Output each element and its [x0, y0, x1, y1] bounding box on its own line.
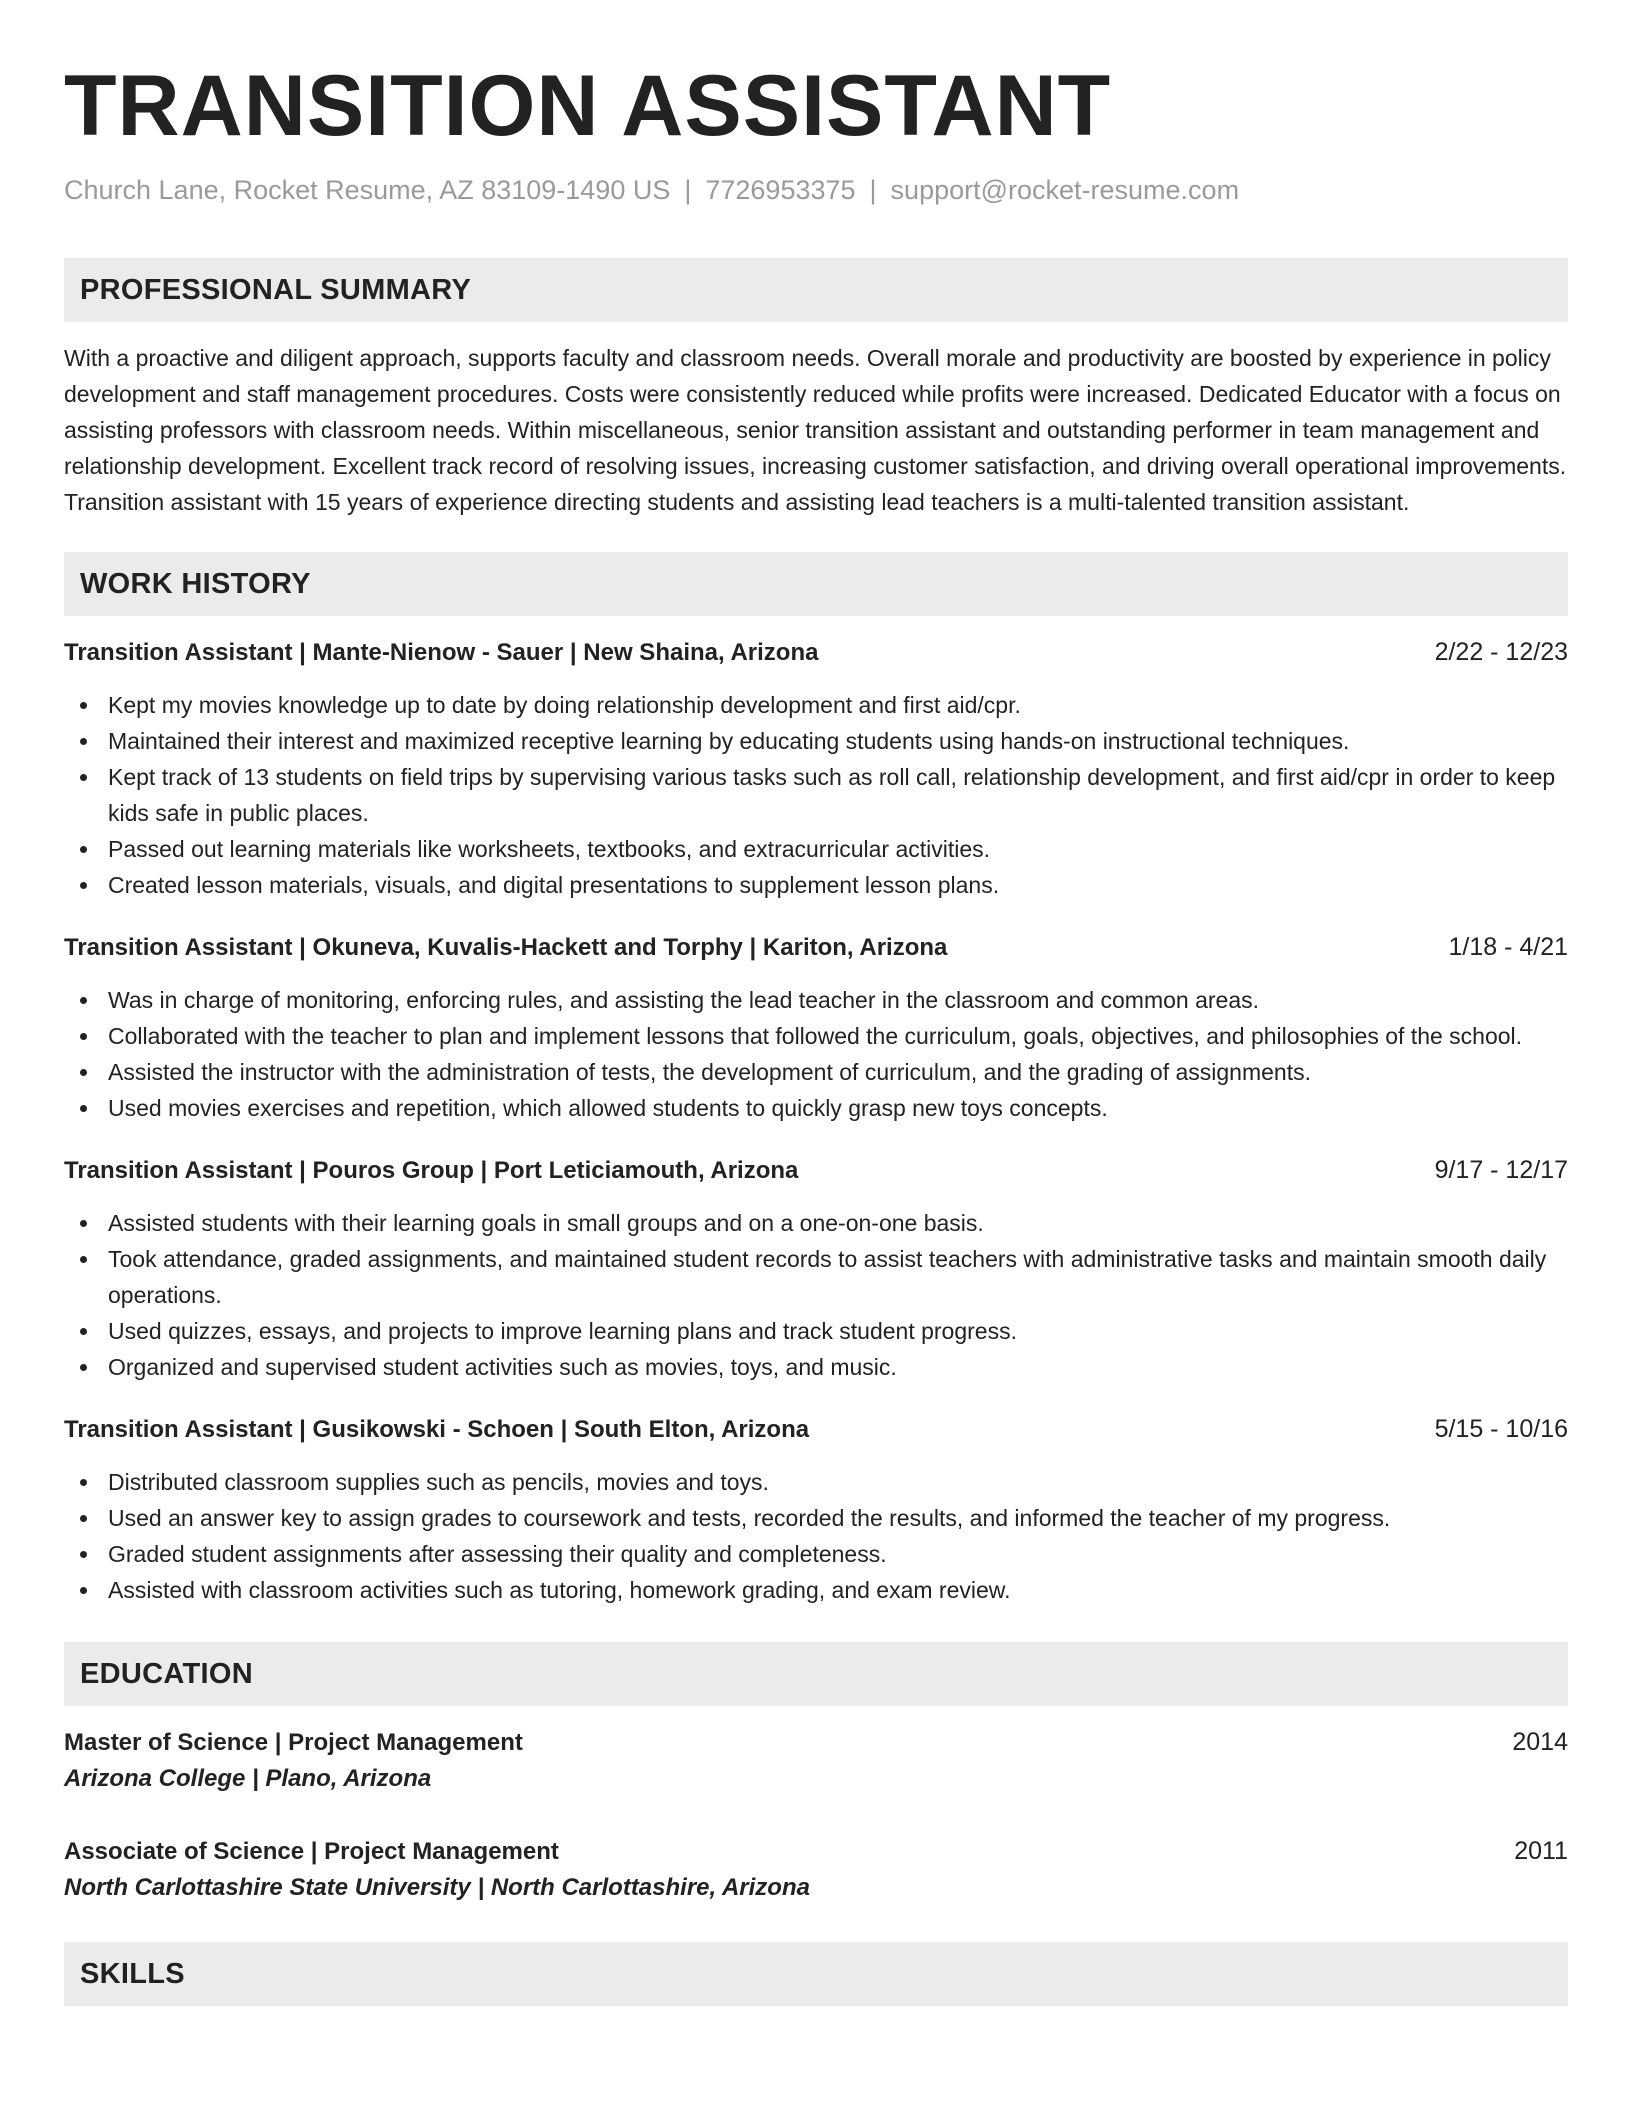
- education-header: [64, 1724, 1568, 1761]
- bullet-item: Created lesson materials, visuals, and digital presentations to supplement lesson plans.: [64, 867, 1568, 903]
- job-header: [64, 1411, 1568, 1448]
- bullet-item: Kept track of 13 students on field trips by supervising various tasks such as roll call, relationship development, and first aid/cpr in order to keep kids safe in public places.: [64, 759, 1568, 831]
- job-title: Transition Assistant | Gusikowski - Schoen | South Elton, Arizona: [64, 1416, 810, 1443]
- job-entry: [64, 634, 1568, 903]
- bullet-item: Maintained their interest and maximized receptive learning by educating students using hands-on instructional techniques.: [64, 723, 1568, 759]
- bullet-item: Graded student assignments after assessing their quality and completeness.: [64, 1536, 1568, 1572]
- section-heading-summary: PROFESSIONAL SUMMARY: [64, 258, 1568, 322]
- contact-phone: 7726953375: [705, 175, 856, 205]
- education-entry: [64, 1833, 1568, 1906]
- job-title: Transition Assistant | Mante-Nienow - Sauer | New Shaina, Arizona: [64, 639, 819, 666]
- education-school: North Carlottashire State University | North Carlottashire, Arizona: [64, 1874, 810, 1901]
- bullet-item: Used quizzes, essays, and projects to improve learning plans and track student progress.: [64, 1313, 1568, 1349]
- bullet-item: Organized and supervised student activities such as movies, toys, and music.: [64, 1349, 1568, 1385]
- job-bullets: [64, 687, 1568, 903]
- bullet-item: Kept my movies knowledge up to date by doing relationship development and first aid/cpr.: [64, 687, 1568, 723]
- bullet-item: Collaborated with the teacher to plan and implement lessons that followed the curriculum, goals, objectives, and philosophies of the school.: [64, 1018, 1568, 1054]
- job-header: [64, 1152, 1568, 1189]
- section-heading-work-history: WORK HISTORY: [64, 552, 1568, 616]
- summary-paragraph: With a proactive and diligent approach, supports faculty and classroom needs. Overall morale and productivity are boosted by experience in policy development and staff management procedures. Costs were consistently reduced while profits were increased. Dedicated Educator with a focus on assisting professors with classroom needs. Within miscellaneous, senior transition assistant and outstanding performer in team management and relationship development. Excellent track record of resolving issues, increasing customer satisfaction, and driving overall operational improvements. Transition assistant with 15 years of experience directing students and assisting lead teachers is a multi-talented transition assistant.: [64, 345, 1567, 515]
- contact-address: Church Lane, Rocket Resume, AZ 83109-1490 US: [64, 175, 671, 205]
- job-title: Transition Assistant | Okuneva, Kuvalis-Hackett and Torphy | Kariton, Arizona: [64, 934, 948, 961]
- job-bullets: [64, 1464, 1568, 1608]
- education-entry: [64, 1724, 1568, 1797]
- section-heading-education: EDUCATION: [64, 1642, 1568, 1706]
- job-bullets: [64, 1205, 1568, 1385]
- bullet-item: Distributed classroom supplies such as pencils, movies and toys.: [64, 1464, 1568, 1500]
- job-dates: 1/18 - 4/21: [1448, 933, 1568, 961]
- job-title: Transition Assistant | Pouros Group | Port Leticiamouth, Arizona: [64, 1157, 799, 1184]
- contact-separator: |: [684, 175, 692, 205]
- bullet-item: Used an answer key to assign grades to coursework and tests, recorded the results, and informed the teacher of my progress.: [64, 1500, 1568, 1536]
- bullet-item: Assisted students with their learning goals in small groups and on a one-on-one basis.: [64, 1205, 1568, 1241]
- contact-separator: |: [869, 175, 877, 205]
- job-entry: [64, 1152, 1568, 1385]
- job-dates: 5/15 - 10/16: [1434, 1415, 1568, 1443]
- contact-email: support@rocket-resume.com: [890, 175, 1240, 205]
- bullet-item: Assisted the instructor with the administration of tests, the development of curriculum, and the grading of assignments.: [64, 1054, 1568, 1090]
- bullet-item: Assisted with classroom activities such as tutoring, homework grading, and exam review.: [64, 1572, 1568, 1608]
- contact-line: [64, 172, 1568, 208]
- education-degree: Associate of Science | Project Management: [64, 1838, 559, 1865]
- resume-name: TRANSITION ASSISTANT: [64, 58, 1112, 154]
- job-entry: [64, 1411, 1568, 1608]
- bullet-item: Took attendance, graded assignments, and maintained student records to assist teachers with administrative tasks and maintain smooth daily operations.: [64, 1241, 1568, 1313]
- job-dates: 2/22 - 12/23: [1434, 638, 1568, 666]
- education-header: [64, 1833, 1568, 1870]
- job-bullets: [64, 982, 1568, 1126]
- job-header: [64, 634, 1568, 671]
- education-year: 2014: [1512, 1728, 1568, 1756]
- education-school: Arizona College | Plano, Arizona: [64, 1765, 432, 1792]
- bullet-item: Passed out learning materials like worksheets, textbooks, and extracurricular activities.: [64, 831, 1568, 867]
- bullet-item: Was in charge of monitoring, enforcing rules, and assisting the lead teacher in the classroom and common areas.: [64, 982, 1568, 1018]
- job-entry: [64, 929, 1568, 1126]
- section-heading-skills: SKILLS: [64, 1942, 1568, 2006]
- job-dates: 9/17 - 12/17: [1434, 1156, 1568, 1184]
- education-year: 2011: [1514, 1837, 1568, 1865]
- job-header: [64, 929, 1568, 966]
- bullet-item: Used movies exercises and repetition, which allowed students to quickly grasp new toys concepts.: [64, 1090, 1568, 1126]
- education-degree: Master of Science | Project Management: [64, 1729, 523, 1756]
